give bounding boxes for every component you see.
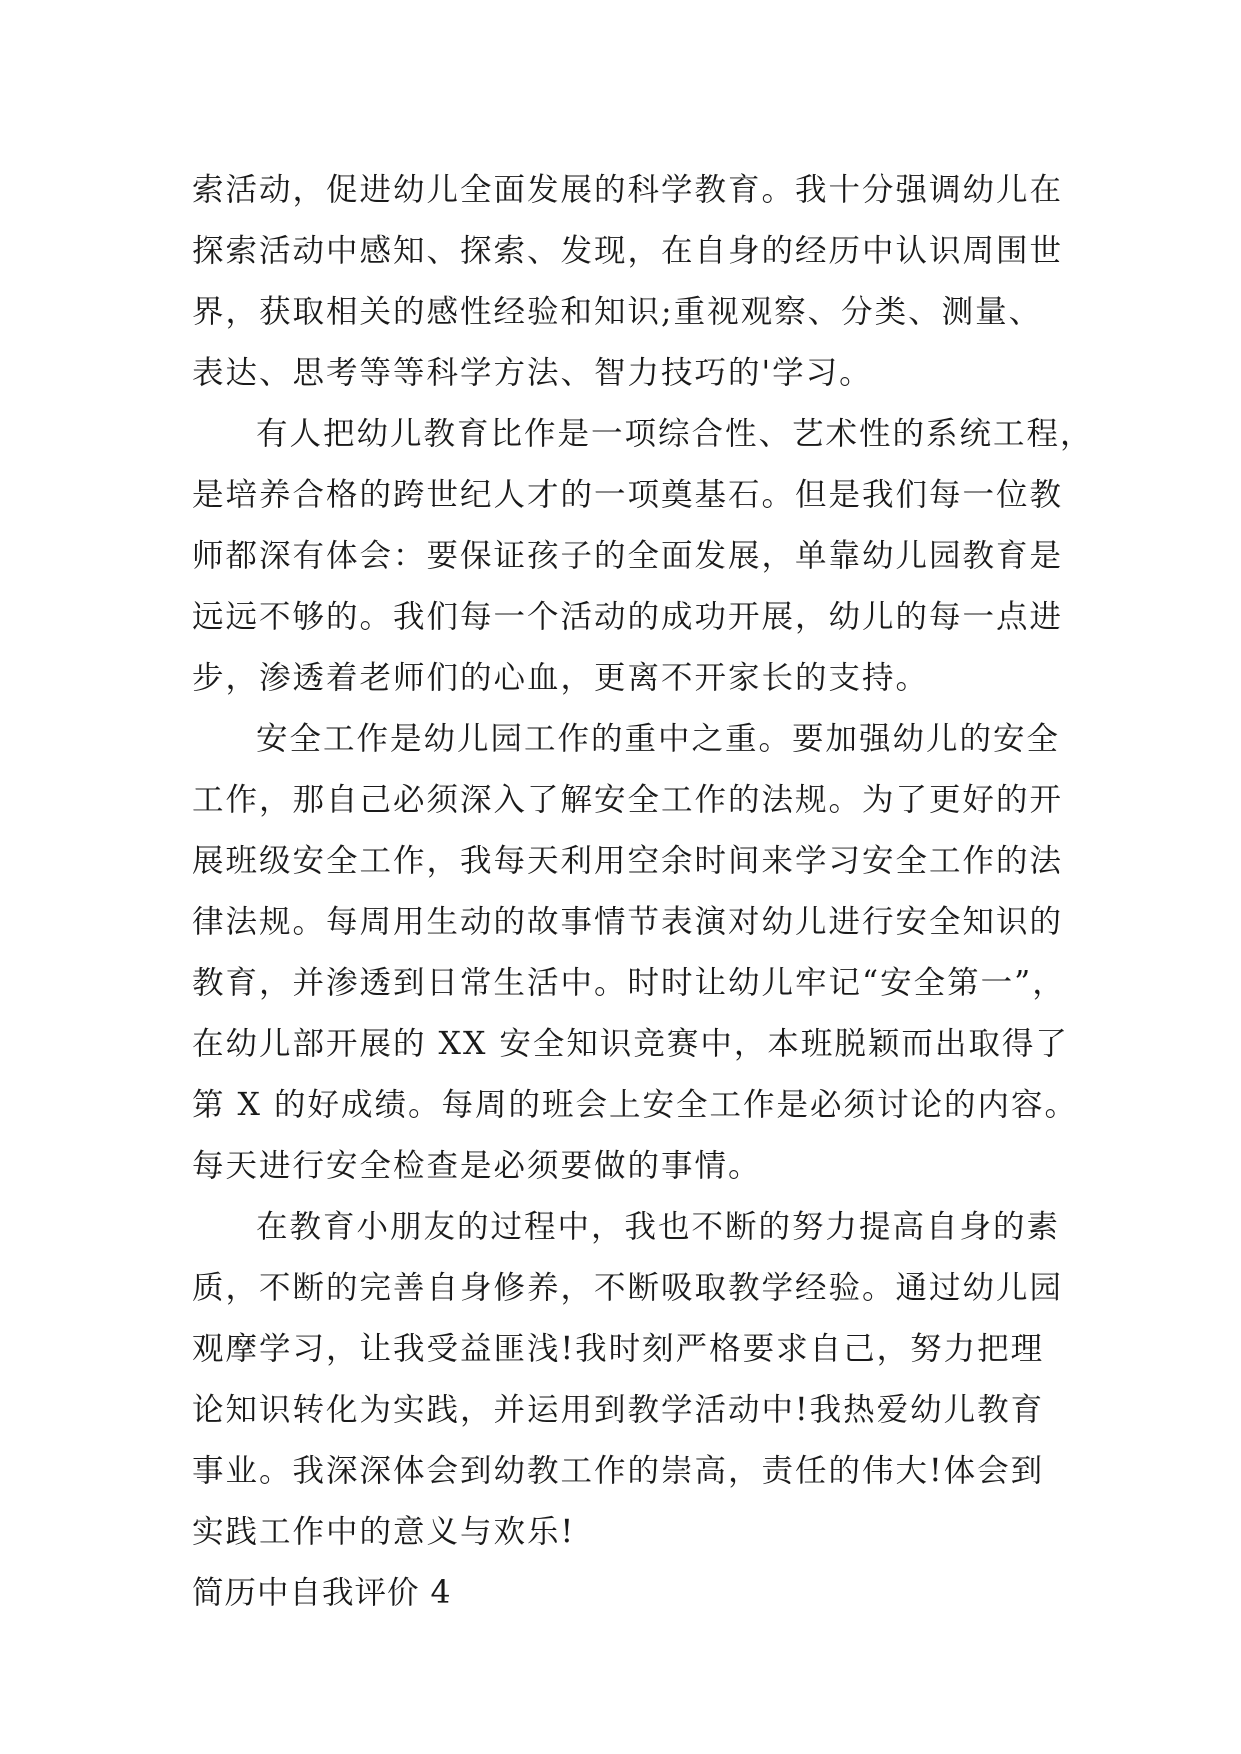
body-line-6: 是培养合格的跨世纪人才的一项奠基石。但是我们每一位教 [192, 477, 1064, 513]
body-line-20: 观摩学习，让我受益匪浅!我时刻严格要求自己，努力把理 [192, 1331, 1045, 1367]
body-line-12: 展班级安全工作，我每天利用空余时间来学习安全工作的法 [192, 843, 1064, 879]
body-line-3: 界，获取相关的感性经验和知识;重视观察、分类、测量、 [192, 294, 1043, 330]
body-line-4: 表达、思考等等科学方法、智力技巧的'学习。 [192, 355, 873, 391]
body-line-8: 远远不够的。我们每一个活动的成功开展，幼儿的每一点进 [192, 599, 1064, 635]
body-line-1: 索活动，促进幼儿全面发展的科学教育。我十分强调幼儿在 [192, 172, 1064, 208]
body-line-17: 每天进行安全检查是必须要做的事情。 [192, 1148, 762, 1184]
body-line-18: 在教育小朋友的过程中，我也不断的努力提高自身的素 [256, 1209, 1061, 1245]
body-line-13: 律法规。每周用生动的故事情节表演对幼儿进行安全知识的 [192, 904, 1064, 940]
body-line-10: 安全工作是幼儿园工作的重中之重。要加强幼儿的安全 [256, 721, 1061, 757]
body-line-16: 第 X 的好成绩。每周的班会上安全工作是必须讨论的内容。 [192, 1087, 1078, 1123]
body-line-2: 探索活动中感知、探索、发现，在自身的经历中认识周围世 [192, 233, 1064, 269]
document-page [192, 160, 1094, 1624]
body-line-15: 在幼儿部开展的 XX 安全知识竞赛中，本班脱颖而出取得了 [192, 1026, 1069, 1062]
body-line-11: 工作，那自己必须深入了解安全工作的法规。为了更好的开 [192, 782, 1064, 818]
body-line-22: 事业。我深深体会到幼教工作的崇高，责任的伟大!体会到 [192, 1453, 1045, 1489]
body-line-21: 论知识转化为实践，并运用到教学活动中!我热爱幼儿教育 [192, 1392, 1045, 1428]
body-line-19: 质，不断的完善自身修养，不断吸取教学经验。通过幼儿园 [192, 1270, 1064, 1306]
section-heading: 简历中自我评价 4 [192, 1575, 452, 1611]
body-line-23: 实践工作中的意义与欢乐! [192, 1514, 576, 1550]
body-line-5: 有人把幼儿教育比作是一项综合性、艺术性的系统工程， [256, 416, 1094, 452]
body-line-7: 师都深有体会：要保证孩子的全面发展，单靠幼儿园教育是 [192, 538, 1064, 574]
body-line-9: 步，渗透着老师们的心血，更离不开家长的支持。 [192, 660, 930, 696]
body-line-14: 教育，并渗透到日常生活中。时时让幼儿牢记“安全第一”， [192, 965, 1066, 1001]
